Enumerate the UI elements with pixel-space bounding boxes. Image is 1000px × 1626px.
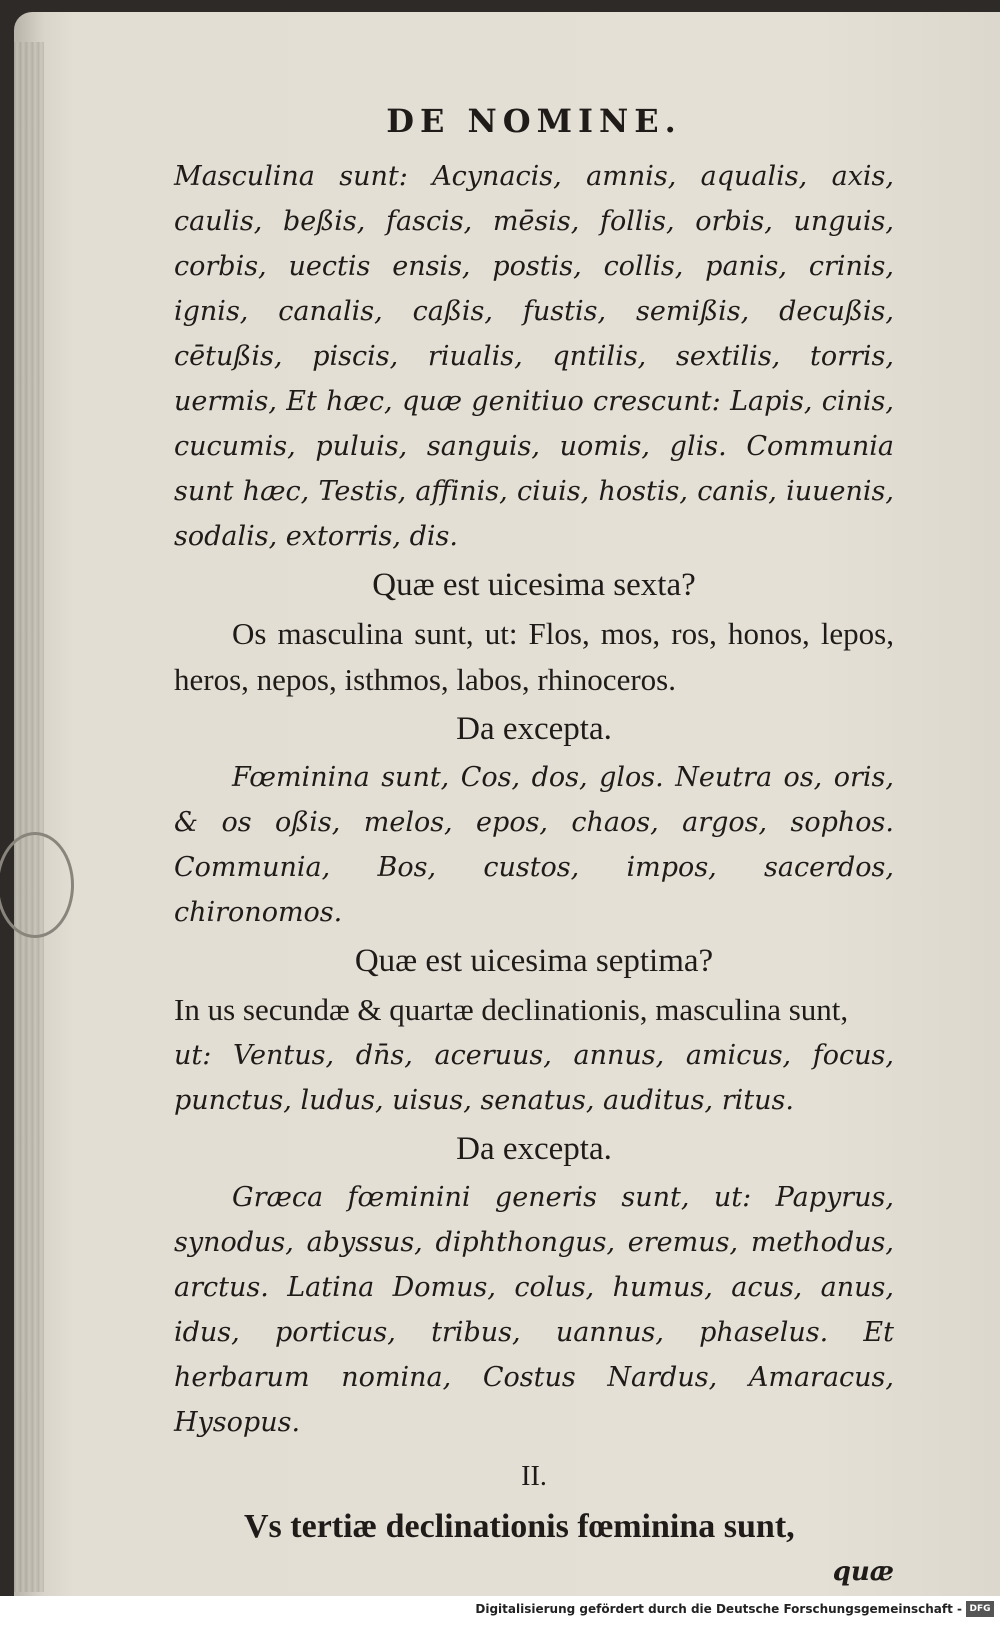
book-page	[14, 12, 1000, 1596]
digitization-footer	[0, 1596, 1000, 1626]
paragraph-masculina: Masculina sunt: Acynacis, amnis, aqualis, axis, caulis, beßis, fascis, mēsis, follis, orbis, unguis, corbis, uectis ensis, postis, collis, panis, crinis, ignis, canalis, caßis, fustis, semißis, decußis, cētußis, piscis, riualis, qntilis, sextilis, torris, uermis, Et hæc, quæ genitiuo crescunt: Lapis, cinis, cucumis, puluis, sanguis, uomis, glis. Communia sunt hæc, Testis, affinis, ciuis, hostis, canis, iuuenis, sodalis, extorris, dis.	[174, 161, 894, 552]
catchword: quæ	[832, 1557, 894, 1587]
question-27: Quæ est uicesima septima?	[354, 943, 714, 979]
funding-credit: Digitalisierung gefördert durch die Deutsche Forschungsgemeinschaft -	[475, 1602, 962, 1616]
question-26: Quæ est uicesima sexta?	[372, 567, 696, 603]
dfg-logo: DFG	[966, 1601, 994, 1617]
excepta-heading-1: Da excepta.	[456, 711, 612, 747]
paragraph-foeminina: Fœminina sunt, Cos, dos, glos. Neutra os, oris, & os oßis, melos, epos, chaos, argos, sophos. Communia, Bos, custos, impos, sacerdos, chironomos.	[174, 762, 894, 928]
paragraph-us-intro: In us secundæ & quartæ declinationis, masculina sunt,	[174, 992, 849, 1027]
paragraph-tertiae: Vs tertiæ declinationis fœminina sunt,	[244, 1508, 795, 1545]
excepta-heading-2: Da excepta.	[456, 1131, 612, 1167]
paragraph-us-examples: ut: Ventus, dn̄s, aceruus, annus, amicus, focus, punctus, ludus, uisus, senatus, auditus, ritus.	[174, 1040, 894, 1116]
clasp-ring	[0, 832, 74, 938]
section-number: II.	[521, 1461, 547, 1492]
running-head: DE NOMINE.	[386, 102, 682, 140]
page-edge-shading	[14, 42, 44, 1592]
paragraph-os: Os masculina sunt, ut: Flos, mos, ros, honos, lepos, heros, nepos, isthmos, labos, rhinoceros.	[174, 616, 894, 697]
page-text	[174, 92, 894, 1587]
paragraph-graeca: Græca fœminini generis sunt, ut: Papyrus, synodus, abyssus, diphthongus, eremus, methodus, arctus. Latina Domus, colus, humus, acus, anus, idus, porticus, tribus, uannus, phaselus. Et herbarum nomina, Costus Nardus, Amaracus, Hysopus.	[174, 1182, 894, 1438]
